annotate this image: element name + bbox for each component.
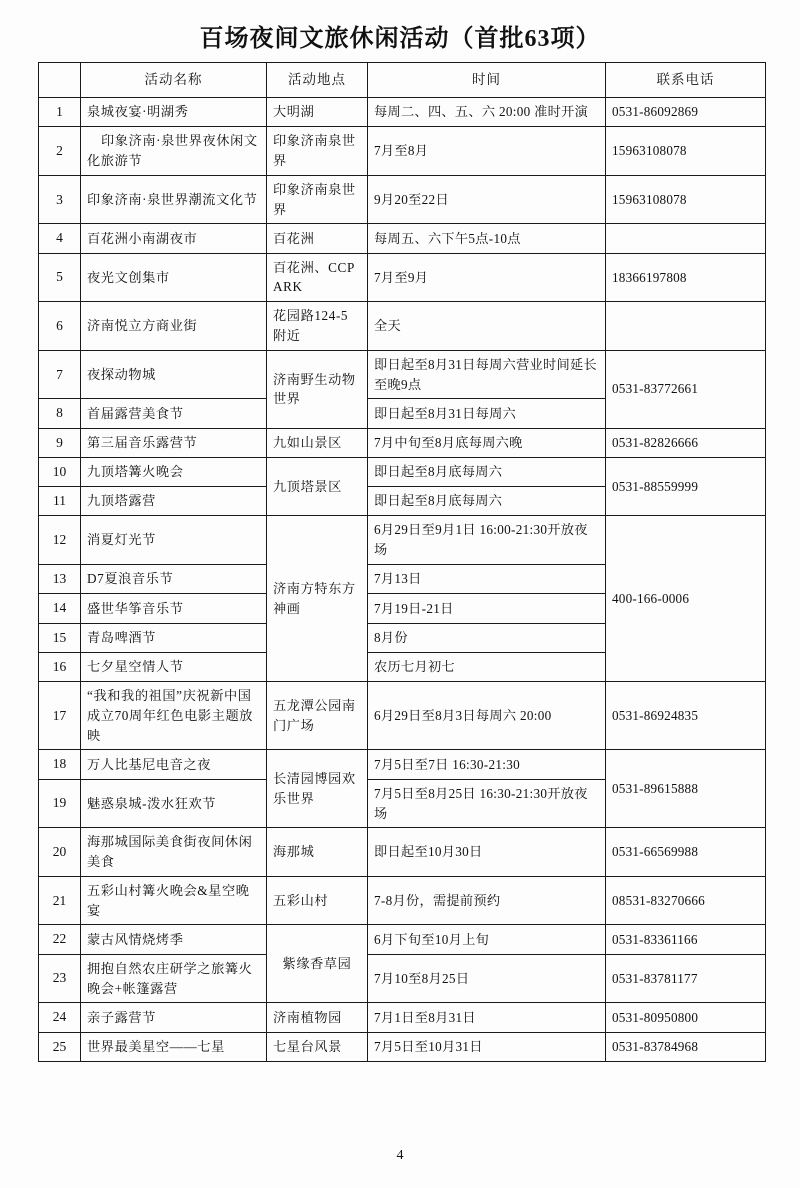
row-number: 3	[39, 175, 81, 224]
activity-phone: 15963108078	[606, 127, 766, 176]
activity-phone: 0531-83784968	[606, 1032, 766, 1061]
activity-place: 紫缘香草园	[267, 925, 368, 1003]
page-title: 百场夜间文旅休闲活动（首批63项）	[199, 26, 601, 52]
activity-time: 即日起至8月31日每周六营业时间延长至晚9点	[368, 350, 606, 399]
column-header-phone: 联系电话	[606, 63, 766, 98]
row-number: 1	[39, 98, 81, 127]
activity-time: 农历七月初七	[368, 652, 606, 681]
activity-time: 每周五、六下午5点-10点	[368, 224, 606, 253]
activity-phone: 0531-83361166	[606, 925, 766, 954]
activity-place: 海那城	[267, 828, 368, 877]
row-number: 12	[39, 516, 81, 565]
activity-time: 8月份	[368, 623, 606, 652]
row-number: 9	[39, 428, 81, 457]
table-body	[39, 98, 766, 1062]
activity-time: 6月29日至8月3日每周六 20:00	[368, 682, 606, 750]
column-header-time: 时间	[368, 63, 606, 98]
table-row	[39, 516, 766, 565]
activity-name: 泉城夜宴·明湖秀	[81, 98, 267, 127]
activity-phone: 0531-66569988	[606, 828, 766, 877]
activity-name: 首届露营美食节	[81, 399, 267, 428]
table-row	[39, 1003, 766, 1032]
table-row	[39, 750, 766, 779]
activity-time: 7月5日至7日 16:30-21:30	[368, 750, 606, 779]
row-number: 22	[39, 925, 81, 954]
activity-name: 济南悦立方商业街	[81, 302, 267, 351]
table-header-row	[39, 63, 766, 98]
activity-place: 五彩山村	[267, 876, 368, 925]
activity-time: 即日起至10月30日	[368, 828, 606, 877]
row-number: 20	[39, 828, 81, 877]
activity-place: 济南方特东方神画	[267, 516, 368, 682]
activities-table-container	[38, 62, 765, 1062]
table-row	[39, 428, 766, 457]
row-number: 25	[39, 1032, 81, 1061]
activity-name: 印象济南·泉世界夜休闲文化旅游节	[81, 127, 267, 176]
activity-time: 7-8月份，需提前预约	[368, 876, 606, 925]
activity-phone: 0531-88559999	[606, 457, 766, 516]
activity-name: 亲子露营节	[81, 1003, 267, 1032]
activity-phone: 0531-86924835	[606, 682, 766, 750]
activity-phone	[606, 302, 766, 351]
activity-place: 花园路124-5附近	[267, 302, 368, 351]
table-row	[39, 302, 766, 351]
activity-name: 夜光文创集市	[81, 253, 267, 302]
activity-place: 济南野生动物世界	[267, 350, 368, 428]
row-number: 7	[39, 350, 81, 399]
activity-name: D7夏浪音乐节	[81, 565, 267, 594]
activity-time: 即日起至8月31日每周六	[368, 399, 606, 428]
activity-place: 印象济南泉世界	[267, 127, 368, 176]
activity-time: 7月至9月	[368, 253, 606, 302]
activity-time: 6月29日至9月1日 16:00-21:30开放夜场	[368, 516, 606, 565]
page-number: 4	[396, 1148, 404, 1163]
row-number: 23	[39, 954, 81, 1003]
activity-name: 夜探动物城	[81, 350, 267, 399]
column-header-number	[39, 63, 81, 98]
column-header-place: 活动地点	[267, 63, 368, 98]
activity-time: 7月10至8月25日	[368, 954, 606, 1003]
activity-place: 九顶塔景区	[267, 457, 368, 516]
row-number: 21	[39, 876, 81, 925]
row-number: 14	[39, 594, 81, 623]
table-row	[39, 1032, 766, 1061]
table-row	[39, 224, 766, 253]
column-header-name: 活动名称	[81, 63, 267, 98]
activity-place: 七星台风景	[267, 1032, 368, 1061]
row-number: 17	[39, 682, 81, 750]
activity-time: 7月5日至10月31日	[368, 1032, 606, 1061]
activity-place: 长清园博园欢乐世界	[267, 750, 368, 828]
activity-phone: 400-166-0006	[606, 516, 766, 682]
table-header	[39, 63, 766, 98]
activity-name: 七夕星空情人节	[81, 652, 267, 681]
row-number: 5	[39, 253, 81, 302]
row-number: 2	[39, 127, 81, 176]
activity-time: 即日起至8月底每周六	[368, 487, 606, 516]
table-row	[39, 876, 766, 925]
row-number: 10	[39, 457, 81, 486]
activity-time: 6月下旬至10月上旬	[368, 925, 606, 954]
row-number: 19	[39, 779, 81, 828]
activity-time: 即日起至8月底每周六	[368, 457, 606, 486]
activity-time: 7月19日-21日	[368, 594, 606, 623]
activity-time: 7月13日	[368, 565, 606, 594]
activity-phone: 0531-80950800	[606, 1003, 766, 1032]
activity-phone: 0531-83772661	[606, 350, 766, 428]
activity-name: 魅惑泉城-泼水狂欢节	[81, 779, 267, 828]
activity-phone	[606, 224, 766, 253]
activity-name: 青岛啤酒节	[81, 623, 267, 652]
activity-phone: 18366197808	[606, 253, 766, 302]
table-row	[39, 127, 766, 176]
activity-name: 盛世华筝音乐节	[81, 594, 267, 623]
row-number: 8	[39, 399, 81, 428]
activity-name: 拥抱自然农庄研学之旅篝火晚会+帐篷露营	[81, 954, 267, 1003]
activity-time: 7月1日至8月31日	[368, 1003, 606, 1032]
activity-place: 济南植物园	[267, 1003, 368, 1032]
activity-name: 印象济南·泉世界潮流文化节	[81, 175, 267, 224]
activity-place: 百花洲	[267, 224, 368, 253]
row-number: 16	[39, 652, 81, 681]
activity-name: 万人比基尼电音之夜	[81, 750, 267, 779]
activity-name: 九顶塔露营	[81, 487, 267, 516]
activity-phone: 0531-89615888	[606, 750, 766, 828]
activity-name: 第三届音乐露营节	[81, 428, 267, 457]
row-number: 24	[39, 1003, 81, 1032]
activity-place: 百花洲、CCPARK	[267, 253, 368, 302]
activity-phone: 15963108078	[606, 175, 766, 224]
activity-name: 五彩山村篝火晚会&星空晚宴	[81, 876, 267, 925]
table-row	[39, 457, 766, 486]
activity-name: 海那城国际美食街夜间休闲美食	[81, 828, 267, 877]
activity-time: 全天	[368, 302, 606, 351]
activities-table	[38, 62, 766, 1062]
row-number: 18	[39, 750, 81, 779]
activity-place: 大明湖	[267, 98, 368, 127]
activity-time: 9月20至22日	[368, 175, 606, 224]
row-number: 4	[39, 224, 81, 253]
activity-phone: 0531-83781177	[606, 954, 766, 1003]
table-row	[39, 350, 766, 399]
table-row	[39, 954, 766, 1003]
row-number: 15	[39, 623, 81, 652]
table-row	[39, 175, 766, 224]
activity-phone: 0531-82826666	[606, 428, 766, 457]
activity-time: 7月5日至8月25日 16:30-21:30开放夜场	[368, 779, 606, 828]
activity-place: 五龙潭公园南门广场	[267, 682, 368, 750]
activity-time: 7月中旬至8月底每周六晚	[368, 428, 606, 457]
table-row	[39, 98, 766, 127]
activity-name: 消夏灯光节	[81, 516, 267, 565]
activity-name: 百花洲小南湖夜市	[81, 224, 267, 253]
activity-phone: 08531-83270666	[606, 876, 766, 925]
table-row	[39, 682, 766, 750]
activity-place: 九如山景区	[267, 428, 368, 457]
table-row	[39, 925, 766, 954]
activity-name: 九顶塔篝火晚会	[81, 457, 267, 486]
activity-name: “我和我的祖国”庆祝新中国成立70周年红色电影主题放映	[81, 682, 267, 750]
activity-place: 印象济南泉世界	[267, 175, 368, 224]
row-number: 6	[39, 302, 81, 351]
activity-name: 世界最美星空——七星	[81, 1032, 267, 1061]
activity-time: 每周二、四、五、六 20:00 准时开演	[368, 98, 606, 127]
row-number: 13	[39, 565, 81, 594]
row-number: 11	[39, 487, 81, 516]
activity-time: 7月至8月	[368, 127, 606, 176]
activity-name: 蒙古风情烧烤季	[81, 925, 267, 954]
activity-phone: 0531-86092869	[606, 98, 766, 127]
table-row	[39, 828, 766, 877]
table-row	[39, 253, 766, 302]
